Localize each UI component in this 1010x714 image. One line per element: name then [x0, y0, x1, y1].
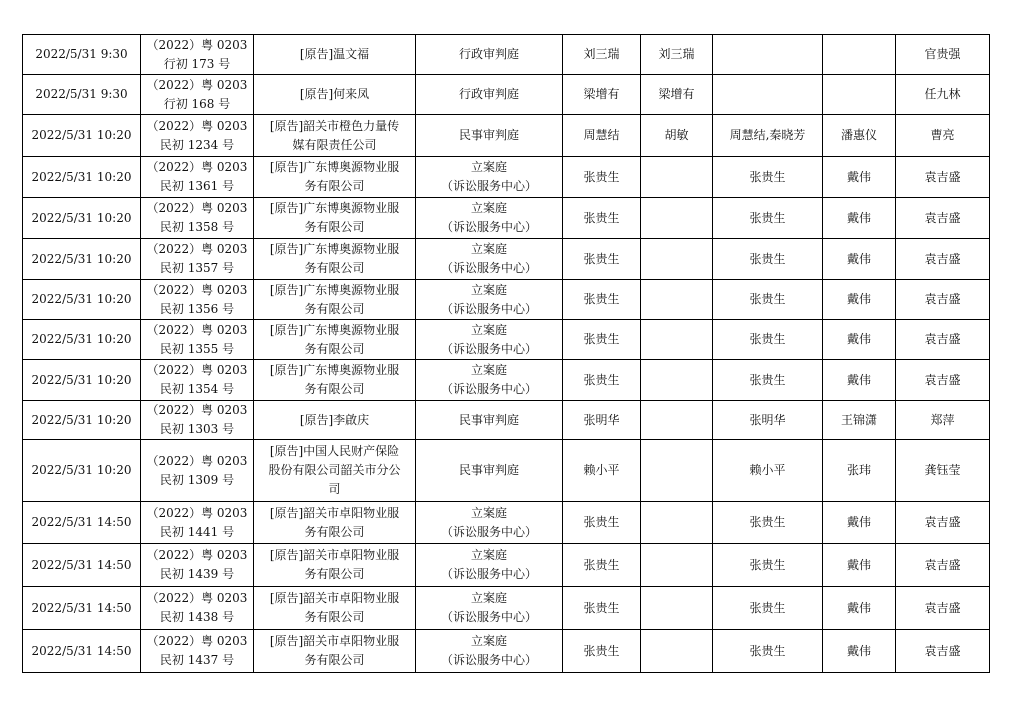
- tribunal-line: 立案庭: [470, 160, 507, 174]
- judge-cell: [641, 401, 713, 440]
- party-line: [原告]广东博奥源物业服: [269, 282, 400, 297]
- case-number-line: （2022）粤 0203: [146, 322, 248, 337]
- presiding-judge-cell: 张明华: [563, 401, 641, 440]
- party-line: 股份有限公司韶关市分公: [268, 463, 401, 477]
- table-row: [23, 320, 990, 360]
- table-row: [23, 440, 990, 502]
- tribunal-line: （诉讼服务中心）: [440, 261, 537, 275]
- case-number-line: 民初 1358 号: [159, 220, 235, 234]
- party-line: [原告]中国人民财产保险: [269, 444, 400, 458]
- tribunal-cell: [416, 544, 563, 587]
- case-number-line: 民初 1234 号: [159, 137, 235, 152]
- panel-members-cell: 张贵生: [713, 502, 823, 544]
- table-row: [23, 198, 990, 239]
- case-number-line: 民初 1357 号: [159, 261, 235, 275]
- tribunal-line: 行政审判庭: [458, 87, 519, 101]
- hearing-time-cell: 2022/5/31 10:20: [23, 115, 141, 157]
- panel-members-cell: 张贵生: [713, 587, 823, 630]
- table-row: [23, 239, 990, 280]
- hearing-time-cell: 2022/5/31 14:50: [23, 587, 141, 630]
- judge-cell: [641, 587, 713, 630]
- case-number-line: （2022）粤 0203: [146, 634, 248, 648]
- table-row: [23, 544, 990, 587]
- tribunal-line: 民事审判庭: [458, 463, 519, 477]
- party-cell: [254, 75, 416, 115]
- tribunal-line: 立案庭: [470, 242, 507, 256]
- judge-cell: [641, 544, 713, 587]
- hearing-time-cell: 2022/5/31 14:50: [23, 544, 141, 587]
- tribunal-line: （诉讼服务中心）: [440, 179, 537, 193]
- party-cell: [254, 320, 416, 360]
- hearing-time-cell: 2022/5/31 10:20: [23, 280, 141, 320]
- case-number-line: 民初 1303 号: [159, 422, 235, 436]
- presiding-judge-cell: 周慧结: [563, 115, 641, 157]
- judge-cell: [641, 440, 713, 502]
- party-line: [原告]韶关市卓阳物业服: [269, 634, 400, 648]
- case-number-line: （2022）粤 0203: [146, 242, 248, 256]
- tribunal-line: 行政审判庭: [458, 47, 519, 61]
- tribunal-line: （诉讼服务中心）: [440, 301, 537, 316]
- case-number-line: （2022）粤 0203: [146, 591, 248, 605]
- panel-members-cell: 张贵生: [713, 239, 823, 280]
- case-number-line: （2022）粤 0203: [146, 453, 248, 468]
- hearing-time-cell: 2022/5/31 9:30: [23, 35, 141, 75]
- party-line: 务有限公司: [304, 524, 365, 539]
- tribunal-cell: [416, 239, 563, 280]
- assistant-cell: 袁吉盛: [896, 502, 990, 544]
- presiding-judge-cell: 张贵生: [563, 280, 641, 320]
- case-number-line: 民初 1361 号: [159, 179, 235, 193]
- tribunal-cell: [416, 320, 563, 360]
- hearing-time-cell: 2022/5/31 10:20: [23, 320, 141, 360]
- case-number-line: 行初 168 号: [163, 96, 231, 111]
- presiding-judge-cell: 张贵生: [563, 544, 641, 587]
- panel-members-cell: 张贵生: [713, 280, 823, 320]
- table-row: [23, 630, 990, 673]
- party-line: 务有限公司: [304, 653, 365, 667]
- case-number-line: （2022）粤 0203: [146, 505, 248, 520]
- presiding-judge-cell: 张贵生: [563, 502, 641, 544]
- party-line: 媒有限责任公司: [292, 137, 377, 152]
- presiding-judge-cell: 刘三瑞: [563, 35, 641, 75]
- panel-members-cell: [713, 35, 823, 75]
- party-line: 务有限公司: [304, 567, 365, 581]
- presiding-judge-cell: 张贵生: [563, 587, 641, 630]
- party-line: [原告]广东博奥源物业服: [269, 363, 400, 377]
- party-cell: [254, 401, 416, 440]
- tribunal-line: 立案庭: [470, 505, 507, 520]
- presiding-judge-cell: 张贵生: [563, 630, 641, 673]
- table-row: [23, 75, 990, 115]
- tribunal-cell: [416, 502, 563, 544]
- case-number-cell: [141, 587, 254, 630]
- presiding-judge-cell: 张贵生: [563, 320, 641, 360]
- assistant-cell: 袁吉盛: [896, 198, 990, 239]
- case-number-cell: [141, 401, 254, 440]
- assistant-cell: 袁吉盛: [896, 320, 990, 360]
- case-number-line: 民初 1437 号: [159, 653, 235, 667]
- tribunal-cell: [416, 35, 563, 75]
- case-number-line: 民初 1354 号: [159, 382, 235, 396]
- hearing-time-cell: 2022/5/31 9:30: [23, 75, 141, 115]
- clerk-cell: 戴伟: [823, 502, 896, 544]
- tribunal-line: （诉讼服务中心）: [440, 653, 537, 667]
- hearing-time-cell: 2022/5/31 10:20: [23, 440, 141, 502]
- presiding-judge-cell: 赖小平: [563, 440, 641, 502]
- party-line: [原告]韶关市卓阳物业服: [269, 591, 400, 605]
- table-row: [23, 502, 990, 544]
- party-cell: [254, 35, 416, 75]
- clerk-cell: 戴伟: [823, 630, 896, 673]
- judge-cell: [641, 502, 713, 544]
- case-number-cell: [141, 157, 254, 198]
- tribunal-cell: [416, 360, 563, 401]
- party-line: 务有限公司: [304, 382, 365, 396]
- case-number-line: 民初 1439 号: [159, 567, 235, 581]
- tribunal-cell: [416, 401, 563, 440]
- tribunal-cell: [416, 198, 563, 239]
- tribunal-cell: [416, 75, 563, 115]
- assistant-cell: 袁吉盛: [896, 630, 990, 673]
- tribunal-line: （诉讼服务中心）: [440, 341, 537, 356]
- case-number-cell: [141, 239, 254, 280]
- table-row: [23, 587, 990, 630]
- assistant-cell: 袁吉盛: [896, 587, 990, 630]
- panel-members-cell: 张贵生: [713, 157, 823, 198]
- tribunal-cell: [416, 630, 563, 673]
- case-number-cell: [141, 75, 254, 115]
- clerk-cell: 张玮: [823, 440, 896, 502]
- tribunal-cell: [416, 157, 563, 198]
- party-line: 务有限公司: [304, 301, 365, 316]
- tribunal-line: 立案庭: [470, 634, 507, 648]
- clerk-cell: 戴伟: [823, 157, 896, 198]
- schedule-rows: [23, 35, 990, 673]
- assistant-cell: 任九林: [896, 75, 990, 115]
- hearing-time-cell: 2022/5/31 10:20: [23, 401, 141, 440]
- party-line: [原告]温文福: [299, 47, 370, 61]
- case-number-line: （2022）粤 0203: [146, 37, 248, 52]
- clerk-cell: [823, 35, 896, 75]
- judge-cell: [641, 630, 713, 673]
- case-number-line: （2022）粤 0203: [146, 403, 248, 417]
- assistant-cell: 袁吉盛: [896, 280, 990, 320]
- table-row: [23, 115, 990, 157]
- hearing-schedule-sheet: [22, 34, 990, 673]
- party-cell: [254, 157, 416, 198]
- tribunal-line: 立案庭: [470, 322, 507, 337]
- case-number-cell: [141, 198, 254, 239]
- presiding-judge-cell: 梁增有: [563, 75, 641, 115]
- hearing-time-cell: 2022/5/31 10:20: [23, 360, 141, 401]
- tribunal-cell: [416, 587, 563, 630]
- party-line: [原告]广东博奥源物业服: [269, 322, 400, 337]
- tribunal-line: 民事审判庭: [458, 412, 519, 427]
- tribunal-line: （诉讼服务中心）: [440, 524, 537, 539]
- clerk-cell: 王锦潇: [823, 401, 896, 440]
- panel-members-cell: 赖小平: [713, 440, 823, 502]
- party-line: 务有限公司: [304, 261, 365, 275]
- clerk-cell: 戴伟: [823, 280, 896, 320]
- presiding-judge-cell: 张贵生: [563, 157, 641, 198]
- tribunal-line: （诉讼服务中心）: [440, 382, 537, 396]
- clerk-cell: 戴伟: [823, 360, 896, 401]
- table-row: [23, 157, 990, 198]
- party-cell: [254, 544, 416, 587]
- party-line: [原告]韶关市橙色力量传: [269, 118, 400, 133]
- party-cell: [254, 630, 416, 673]
- case-number-line: （2022）粤 0203: [146, 201, 248, 215]
- party-cell: [254, 115, 416, 157]
- assistant-cell: 袁吉盛: [896, 157, 990, 198]
- party-line: 司: [328, 482, 341, 496]
- panel-members-cell: 周慧结,秦晓芳: [713, 115, 823, 157]
- case-number-line: 民初 1309 号: [159, 472, 235, 487]
- hearing-schedule-table: [22, 34, 990, 673]
- case-number-line: （2022）粤 0203: [146, 77, 248, 92]
- presiding-judge-cell: 张贵生: [563, 198, 641, 239]
- party-cell: [254, 587, 416, 630]
- clerk-cell: [823, 75, 896, 115]
- party-line: [原告]广东博奥源物业服: [269, 242, 400, 256]
- case-number-line: （2022）粤 0203: [146, 118, 248, 133]
- clerk-cell: 戴伟: [823, 320, 896, 360]
- panel-members-cell: 张贵生: [713, 544, 823, 587]
- panel-members-cell: [713, 75, 823, 115]
- hearing-time-cell: 2022/5/31 10:20: [23, 198, 141, 239]
- hearing-time-cell: 2022/5/31 14:50: [23, 630, 141, 673]
- case-number-cell: [141, 280, 254, 320]
- clerk-cell: 戴伟: [823, 587, 896, 630]
- panel-members-cell: 张贵生: [713, 360, 823, 401]
- assistant-cell: 袁吉盛: [896, 239, 990, 280]
- party-cell: [254, 502, 416, 544]
- case-number-cell: [141, 35, 254, 75]
- tribunal-line: 立案庭: [470, 591, 507, 605]
- assistant-cell: 袁吉盛: [896, 360, 990, 401]
- case-number-cell: [141, 630, 254, 673]
- case-number-line: 民初 1355 号: [159, 341, 235, 356]
- case-number-line: 民初 1441 号: [159, 524, 235, 539]
- clerk-cell: 潘惠仪: [823, 115, 896, 157]
- tribunal-line: 立案庭: [470, 282, 507, 297]
- case-number-cell: [141, 115, 254, 157]
- tribunal-cell: [416, 440, 563, 502]
- case-number-line: （2022）粤 0203: [146, 363, 248, 377]
- party-line: 务有限公司: [304, 179, 365, 193]
- judge-cell: [641, 198, 713, 239]
- tribunal-line: 立案庭: [470, 363, 507, 377]
- tribunal-cell: [416, 280, 563, 320]
- panel-members-cell: 张贵生: [713, 320, 823, 360]
- judge-cell: [641, 239, 713, 280]
- table-row: [23, 360, 990, 401]
- party-line: 务有限公司: [304, 341, 365, 356]
- panel-members-cell: 张贵生: [713, 630, 823, 673]
- party-cell: [254, 280, 416, 320]
- party-cell: [254, 440, 416, 502]
- case-number-line: （2022）粤 0203: [146, 282, 248, 297]
- assistant-cell: 曹亮: [896, 115, 990, 157]
- party-line: [原告]广东博奥源物业服: [269, 201, 400, 215]
- tribunal-line: 民事审判庭: [458, 128, 519, 142]
- hearing-time-cell: 2022/5/31 14:50: [23, 502, 141, 544]
- assistant-cell: 龚钰莹: [896, 440, 990, 502]
- case-number-cell: [141, 320, 254, 360]
- table-row: [23, 35, 990, 75]
- assistant-cell: 官贵强: [896, 35, 990, 75]
- case-number-cell: [141, 544, 254, 587]
- assistant-cell: 袁吉盛: [896, 544, 990, 587]
- tribunal-line: （诉讼服务中心）: [440, 567, 537, 581]
- case-number-line: 民初 1438 号: [159, 610, 235, 624]
- tribunal-line: （诉讼服务中心）: [440, 610, 537, 624]
- case-number-cell: [141, 502, 254, 544]
- party-cell: [254, 360, 416, 401]
- party-line: [原告]李啟庆: [299, 412, 370, 427]
- judge-cell: [641, 157, 713, 198]
- panel-members-cell: 张明华: [713, 401, 823, 440]
- case-number-line: （2022）粤 0203: [146, 160, 248, 174]
- judge-cell: 刘三瑞: [641, 35, 713, 75]
- judge-cell: [641, 360, 713, 401]
- party-cell: [254, 198, 416, 239]
- party-line: 务有限公司: [304, 610, 365, 624]
- party-line: [原告]何来凤: [299, 87, 370, 101]
- case-number-line: 民初 1356 号: [159, 301, 235, 316]
- party-line: 务有限公司: [304, 220, 365, 234]
- table-row: [23, 280, 990, 320]
- judge-cell: [641, 320, 713, 360]
- case-number-cell: [141, 440, 254, 502]
- party-line: [原告]韶关市卓阳物业服: [269, 548, 400, 562]
- case-number-line: （2022）粤 0203: [146, 548, 248, 562]
- clerk-cell: 戴伟: [823, 198, 896, 239]
- judge-cell: 梁增有: [641, 75, 713, 115]
- party-cell: [254, 239, 416, 280]
- clerk-cell: 戴伟: [823, 239, 896, 280]
- presiding-judge-cell: 张贵生: [563, 239, 641, 280]
- case-number-line: 行初 173 号: [163, 56, 231, 71]
- panel-members-cell: 张贵生: [713, 198, 823, 239]
- judge-cell: 胡敏: [641, 115, 713, 157]
- tribunal-line: 立案庭: [470, 548, 507, 562]
- party-line: [原告]广东博奥源物业服: [269, 160, 400, 174]
- table-row: [23, 401, 990, 440]
- assistant-cell: 郑萍: [896, 401, 990, 440]
- hearing-time-cell: 2022/5/31 10:20: [23, 239, 141, 280]
- presiding-judge-cell: 张贵生: [563, 360, 641, 401]
- tribunal-line: （诉讼服务中心）: [440, 220, 537, 234]
- party-line: [原告]韶关市卓阳物业服: [269, 505, 400, 520]
- tribunal-cell: [416, 115, 563, 157]
- judge-cell: [641, 280, 713, 320]
- tribunal-line: 立案庭: [470, 201, 507, 215]
- clerk-cell: 戴伟: [823, 544, 896, 587]
- hearing-time-cell: 2022/5/31 10:20: [23, 157, 141, 198]
- case-number-cell: [141, 360, 254, 401]
